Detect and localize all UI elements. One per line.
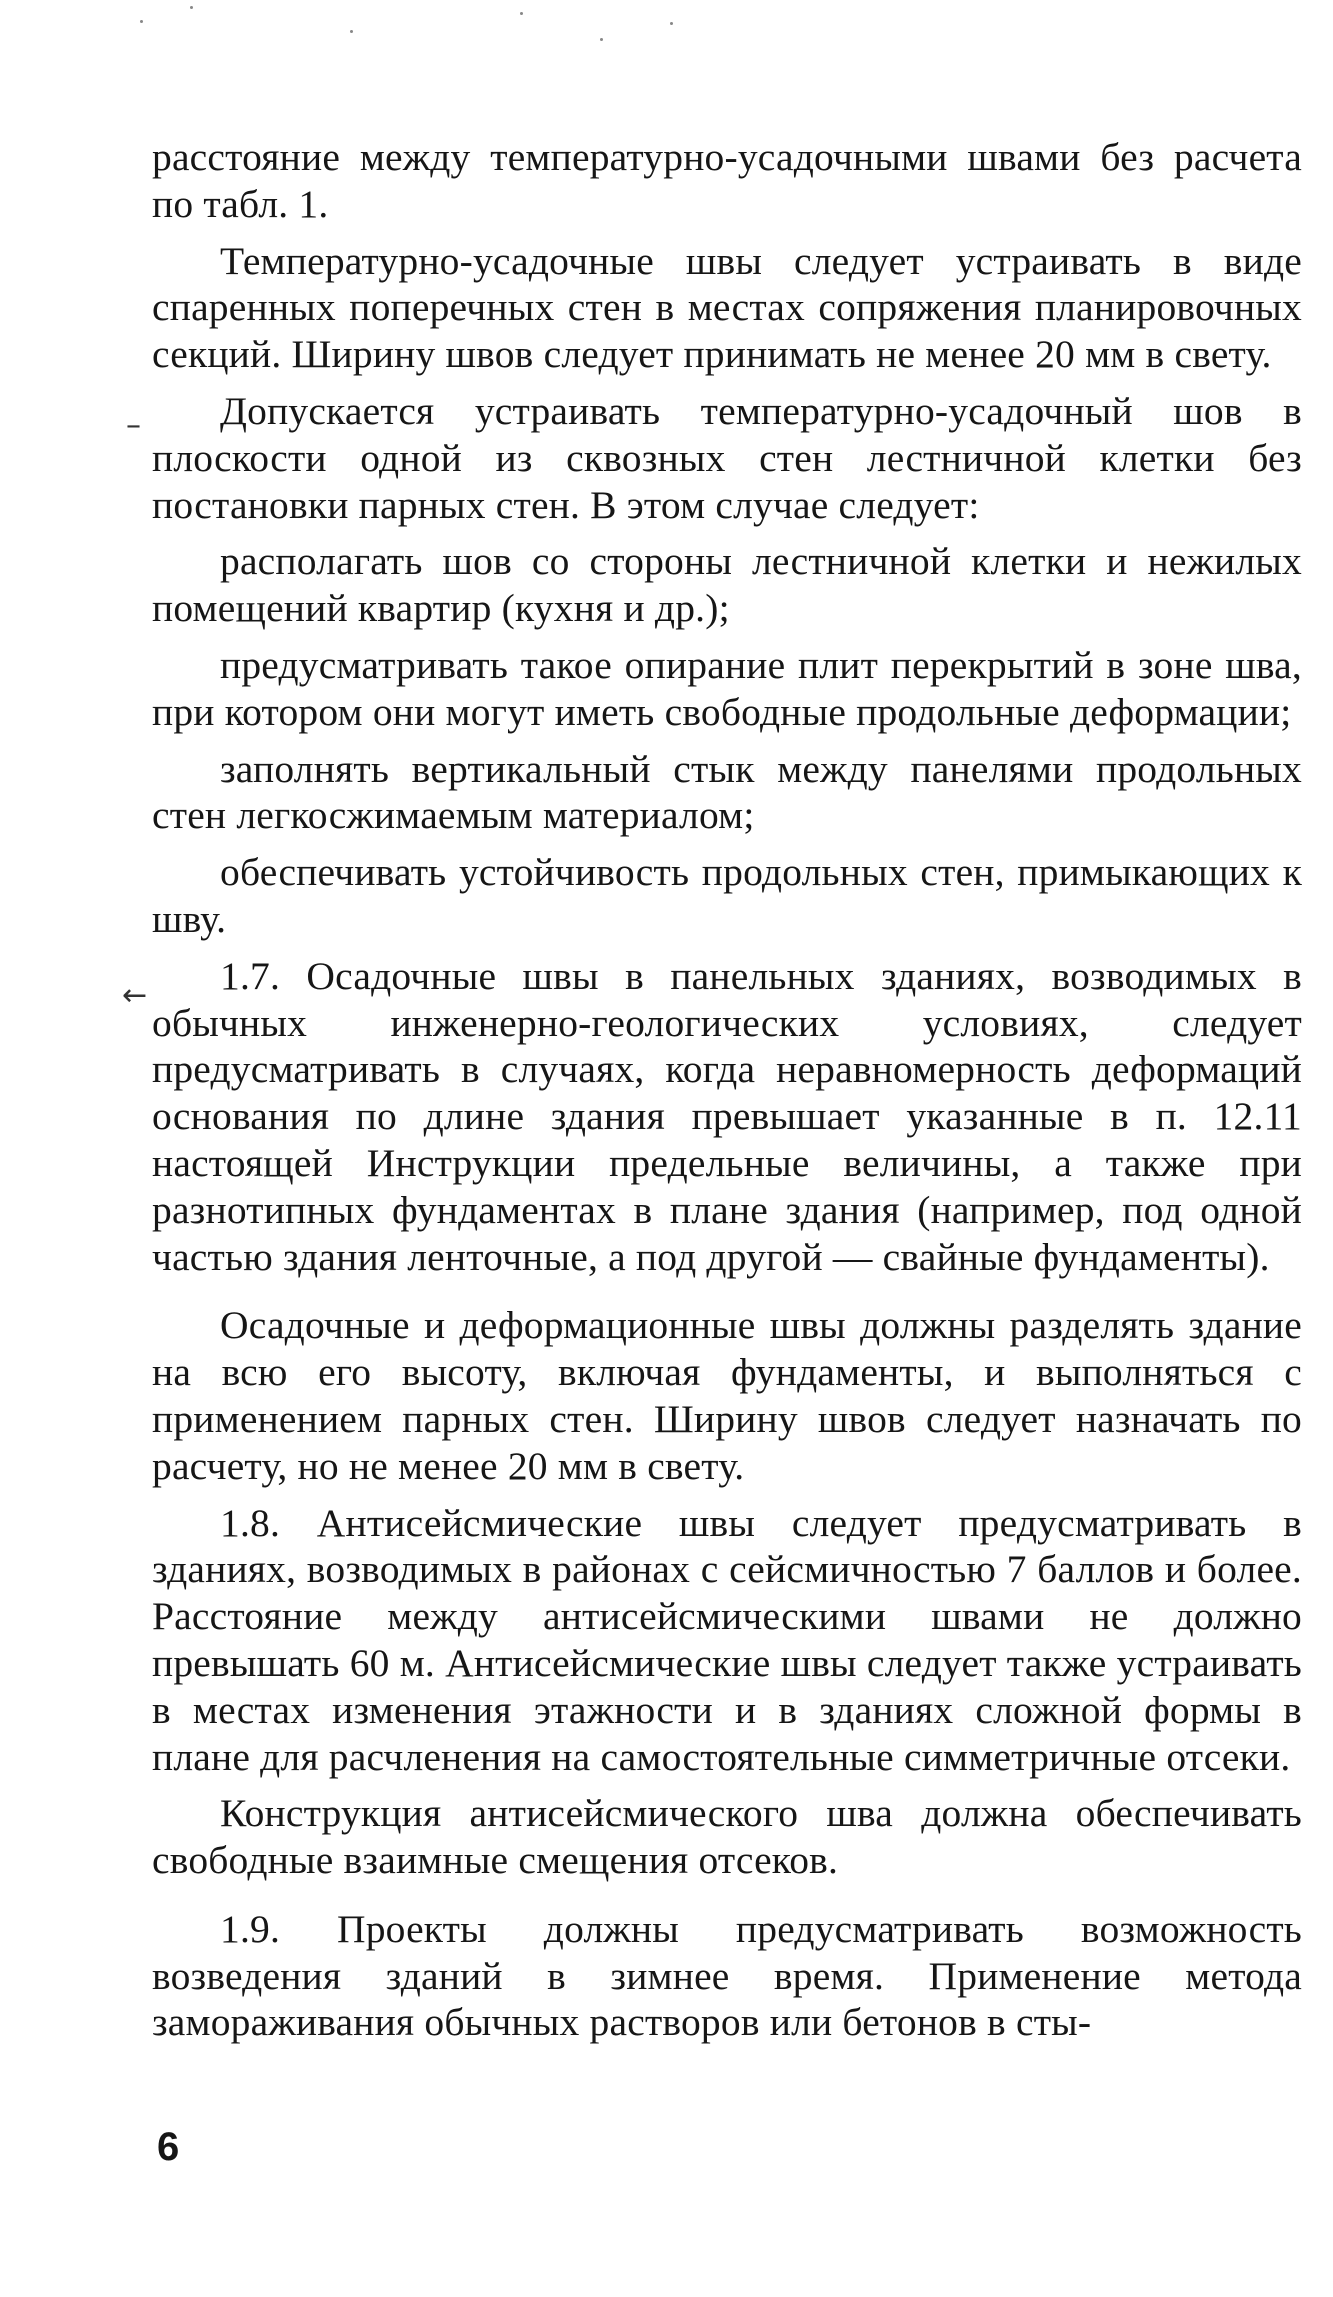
paragraph-settlement-joints: Осадочные и деформационные швы должны разделять здание на всю его высоту, включая фундаменты, и выполняться с применением парных стен. Ширину швов следует назначать по расчету, но не менее 20 мм в свету.: [152, 1303, 1302, 1488]
paragraph-3: Допускается устраивать температурно-усадочный шов в плоскости одной из сквозных стен лестничной клетки без постановки парных стен. В этом случае следует:: [152, 388, 1302, 527]
margin-arrow-mark: ←: [122, 978, 148, 1013]
section-1-7: 1.7. Осадочные швы в панельных зданиях, возводимых в обычных инженерно-геологических условиях, следует предусматривать в случаях, когда неравномерность деформаций основания по длине здания превышает указанные в п. 12.11 настоящей Инструкции предельные величины, а также при разнотипных фундаментах в плане здания (например, под одной частью здания ленточные, а под другой — свайные фундаменты).: [152, 953, 1302, 1279]
section-1-8: 1.8. Антисейсмические швы следует предусматривать в зданиях, возводимых в районах с сейсмичностью 7 баллов и более. Расстояние между антисейсмическими швами не должно превышать 60 м. Антисейсмические швы следует также устраивать в местах изменения этажности и в зданиях сложной формы в плане для расчленения на самостоятельные симметричные отсеки.: [152, 1500, 1302, 1779]
section-1-9: 1.9. Проекты должны предусматривать возможность возведения зданий в зимнее время. Применение метода замораживания обычных растворов или бетонов в сты-: [152, 1906, 1302, 2045]
page-number: 6: [157, 2125, 180, 2169]
margin-dash-mark: –: [126, 408, 141, 443]
list-item-4: обеспечивать устойчивость продольных стен, примыкающих к шву.: [152, 850, 1302, 941]
list-item-1: располагать шов со стороны лестничной клетки и нежилых помещений квартир (кухня и др.);: [152, 539, 1302, 631]
list-item-3: заполнять вертикальный стык между панелями продольных стен легкосжимаемым материалом;: [152, 746, 1302, 838]
list-item-2: предусматривать такое опирание плит перекрытий в зоне шва, при котором они могут иметь свободные продольные деформации;: [152, 642, 1302, 734]
scan-speckles: [130, 0, 690, 50]
paragraph-1: расстояние между температурно-усадочными швами без расчета по табл. 1.: [152, 135, 1302, 226]
paragraph-2: Температурно-усадочные швы следует устраивать в виде спаренных поперечных стен в местах сопряжения планировочных секций. Ширину швов следует принимать не менее 20 мм в свету.: [152, 238, 1302, 377]
paragraph-seismic-joint-design: Конструкция антисейсмического шва должна обеспечивать свободные взаимные смещения отсеков.: [152, 1791, 1302, 1883]
document-page: [152, 134, 1302, 2046]
